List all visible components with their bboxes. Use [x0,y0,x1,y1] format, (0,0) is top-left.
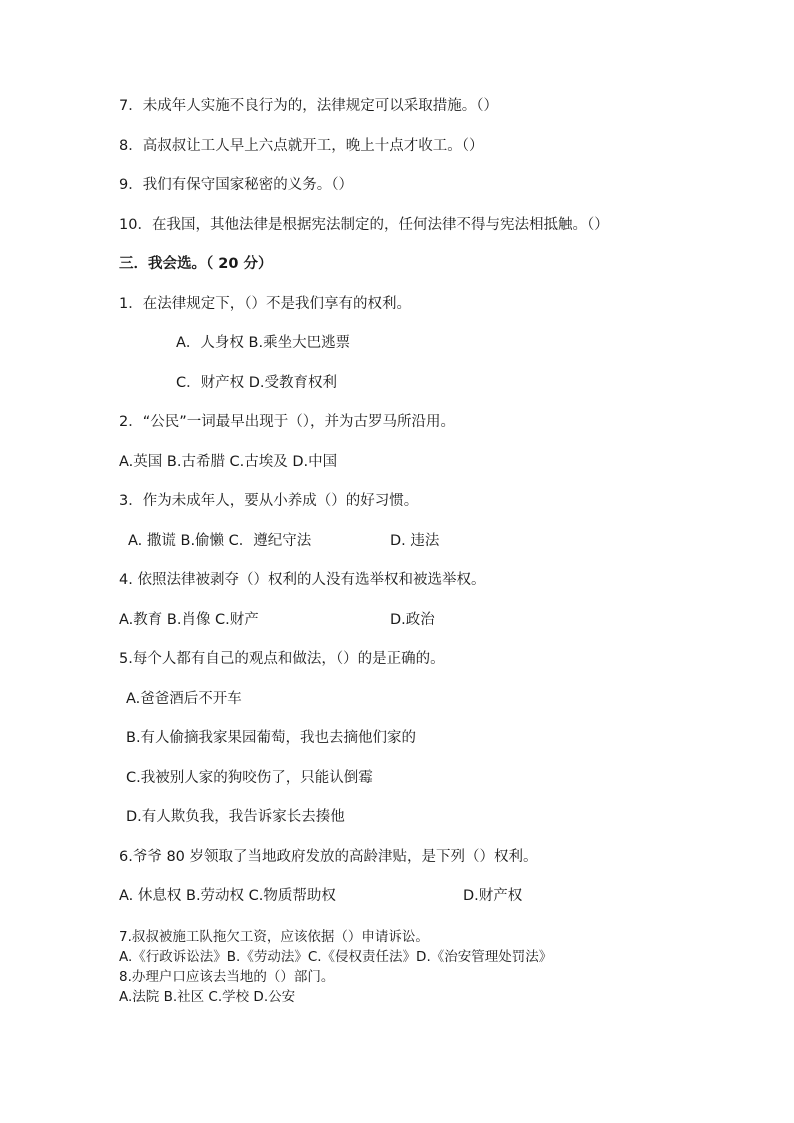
q1-options-row1: A．人身权 B.乘坐大巴逃票 [176,335,351,351]
tf-item-7: 7．未成年人实施不良行为的，法律规定可以采取措施。（） [119,98,498,114]
q7-stem: 7.叔叔被施工队拖欠工资，应该依据（）申请诉讼。 [119,929,429,945]
q2-stem: 2．“公民”一词最早出现于（），并为古罗马所沿用。 [119,414,455,430]
q4-option-d: D.政治 [390,612,435,628]
q7-options: A.《行政诉讼法》B.《劳动法》C.《侵权责任法》D.《治安管理处罚法》 [119,949,553,965]
q1-options-row2: C．财产权 D.受教育权利 [176,375,338,391]
q6-option-d: D.财产权 [463,888,523,904]
q6-options-abc: A. 休息权 B.劳动权 C.物质帮助权 [119,888,336,904]
q2-options: A.英国 B.古希腊 C.古埃及 D.中国 [119,454,338,470]
q3-stem: 3．作为未成年人，要从小养成（）的好习惯。 [119,493,419,509]
q4-options-abc: A.教育 B.肖像 C.财产 [119,612,259,628]
q3-options-abc: A. 撒谎 B.偷懒 C．遵纪守法 [128,533,312,549]
q5-option-c: C.我被别人家的狗咬伤了，只能认倒霉 [126,770,373,786]
q1-stem: 1．在法律规定下，（）不是我们享有的权利。 [119,296,411,312]
q4-stem: 4. 依照法律被剥夺（）权利的人没有选举权和被选举权。 [119,572,486,588]
q5-option-a: A.爸爸酒后不开车 [126,691,242,707]
tf-item-9: 9．我们有保守国家秘密的义务。（） [119,177,353,193]
tf-item-8: 8．高叔叔让工人早上六点就开工，晚上十点才收工。（） [119,138,484,154]
q5-stem: 5.每个人都有自己的观点和做法，（）的是正确的。 [119,651,445,667]
q6-stem: 6.爷爷 80 岁领取了当地政府发放的高龄津贴，是下列（）权利。 [119,849,538,865]
q5-option-b: B.有人偷摘我家果园葡萄，我也去摘他们家的 [126,730,417,746]
q3-option-d: D. 违法 [390,533,440,549]
q5-option-d: D.有人欺负我，我告诉家长去揍他 [126,809,345,825]
q8-stem: 8.办理户口应该去当地的（）部门。 [119,969,335,985]
q8-options: A.法院 B.社区 C.学校 D.公安 [119,989,296,1005]
section-title: 三．我会选。（ 20 分） [119,256,273,272]
tf-item-10: 10．在我国，其他法律是根据宪法制定的，任何法律不得与宪法相抵触。（） [119,217,609,233]
